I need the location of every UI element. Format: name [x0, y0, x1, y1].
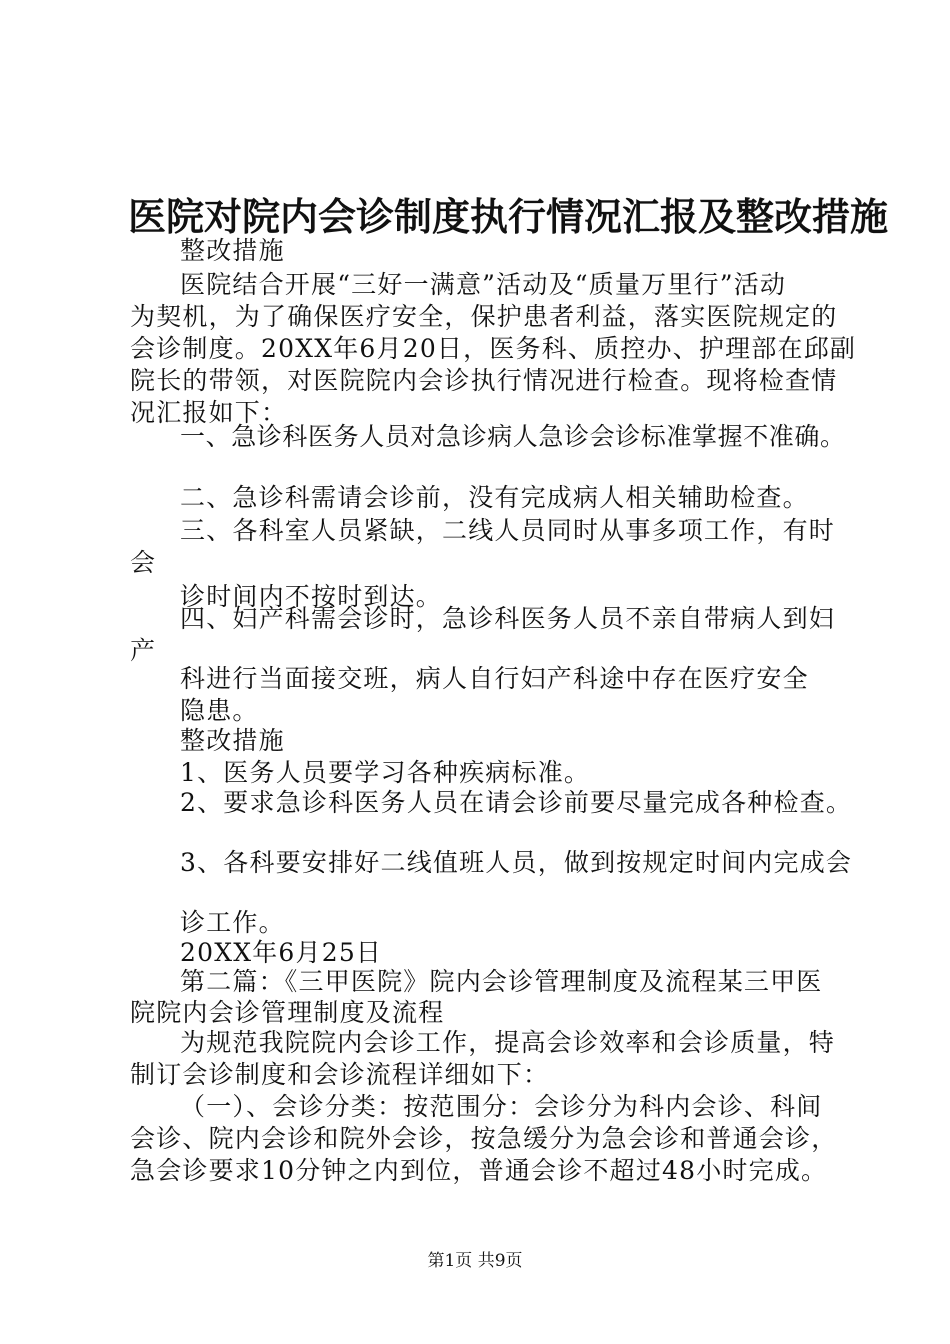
- paragraph-line: 整改措施: [180, 236, 285, 265]
- paragraph-line: 院长的带领，对医院院内会诊执行情况进行检查。现将检查情: [130, 366, 838, 395]
- paragraph-line: （一）、会诊分类：按范围分：会诊分为科内会诊、科间: [180, 1092, 823, 1121]
- paragraph-line: 会: [130, 548, 157, 577]
- paragraph-line: 诊工作。: [180, 908, 285, 937]
- paragraph-line: 为规范我院院内会诊工作，提高会诊效率和会诊质量，特: [180, 1028, 836, 1057]
- paragraph-line: 院院内会诊管理制度及流程: [130, 998, 445, 1027]
- paragraph-line: 一、急诊科医务人员对急诊病人急诊会诊标准掌握不准确。: [180, 422, 846, 451]
- paragraph-line: 医院结合开展“三好一满意”活动及“质量万里行”活动: [180, 270, 787, 299]
- paragraph-line: 1、医务人员要学习各种疾病标准。: [180, 758, 591, 787]
- paragraph-line: 会诊、院内会诊和院外会诊，按急缓分为急会诊和普通会诊，: [130, 1124, 838, 1153]
- paragraph-line: 会诊制度。20XX年6月20日，医务科、质控办、护理部在邱副: [130, 334, 857, 363]
- paragraph-line: 产: [130, 636, 157, 665]
- paragraph-line: 为契机，为了确保医疗安全，保护患者利益，落实医院规定的: [130, 302, 838, 331]
- page-number-footer: 第1页 共9页: [427, 1251, 523, 1271]
- paragraph-line: 隐患。: [180, 696, 259, 725]
- paragraph-line: 况汇报如下：: [130, 398, 288, 427]
- paragraph-line: 二、急诊科需请会诊前，没有完成病人相关辅助检查。: [180, 483, 809, 512]
- paragraph-line: 整改措施: [180, 726, 285, 755]
- paragraph-line: 三、各科室人员紧缺，二线人员同时从事多项工作，有时: [180, 516, 836, 545]
- paragraph-line: 急会诊要求10分钟之内到位，普通会诊不超过48小时完成。: [130, 1156, 828, 1185]
- document-title: 医院对院内会诊制度执行情况汇报及整改措施: [128, 194, 889, 239]
- paragraph-line: 四、妇产科需会诊时，急诊科医务人员不亲自带病人到妇: [180, 604, 836, 633]
- paragraph-line: 制订会诊制度和会诊流程详细如下：: [130, 1060, 550, 1089]
- paragraph-line: 第二篇：《三甲医院》院内会诊管理制度及流程某三甲医: [180, 967, 823, 996]
- paragraph-line: 科进行当面接交班，病人自行妇产科途中存在医疗安全: [180, 664, 809, 693]
- paragraph-line: 3、各科要安排好二线值班人员，做到按规定时间内完成会: [180, 848, 853, 877]
- paragraph-line: 诊时间内不按时到达。: [180, 582, 443, 611]
- paragraph-line: 20XX年6月25日: [180, 938, 383, 967]
- paragraph-line: 2、要求急诊科医务人员在请会诊前要尽量完成各种检查。: [180, 788, 853, 817]
